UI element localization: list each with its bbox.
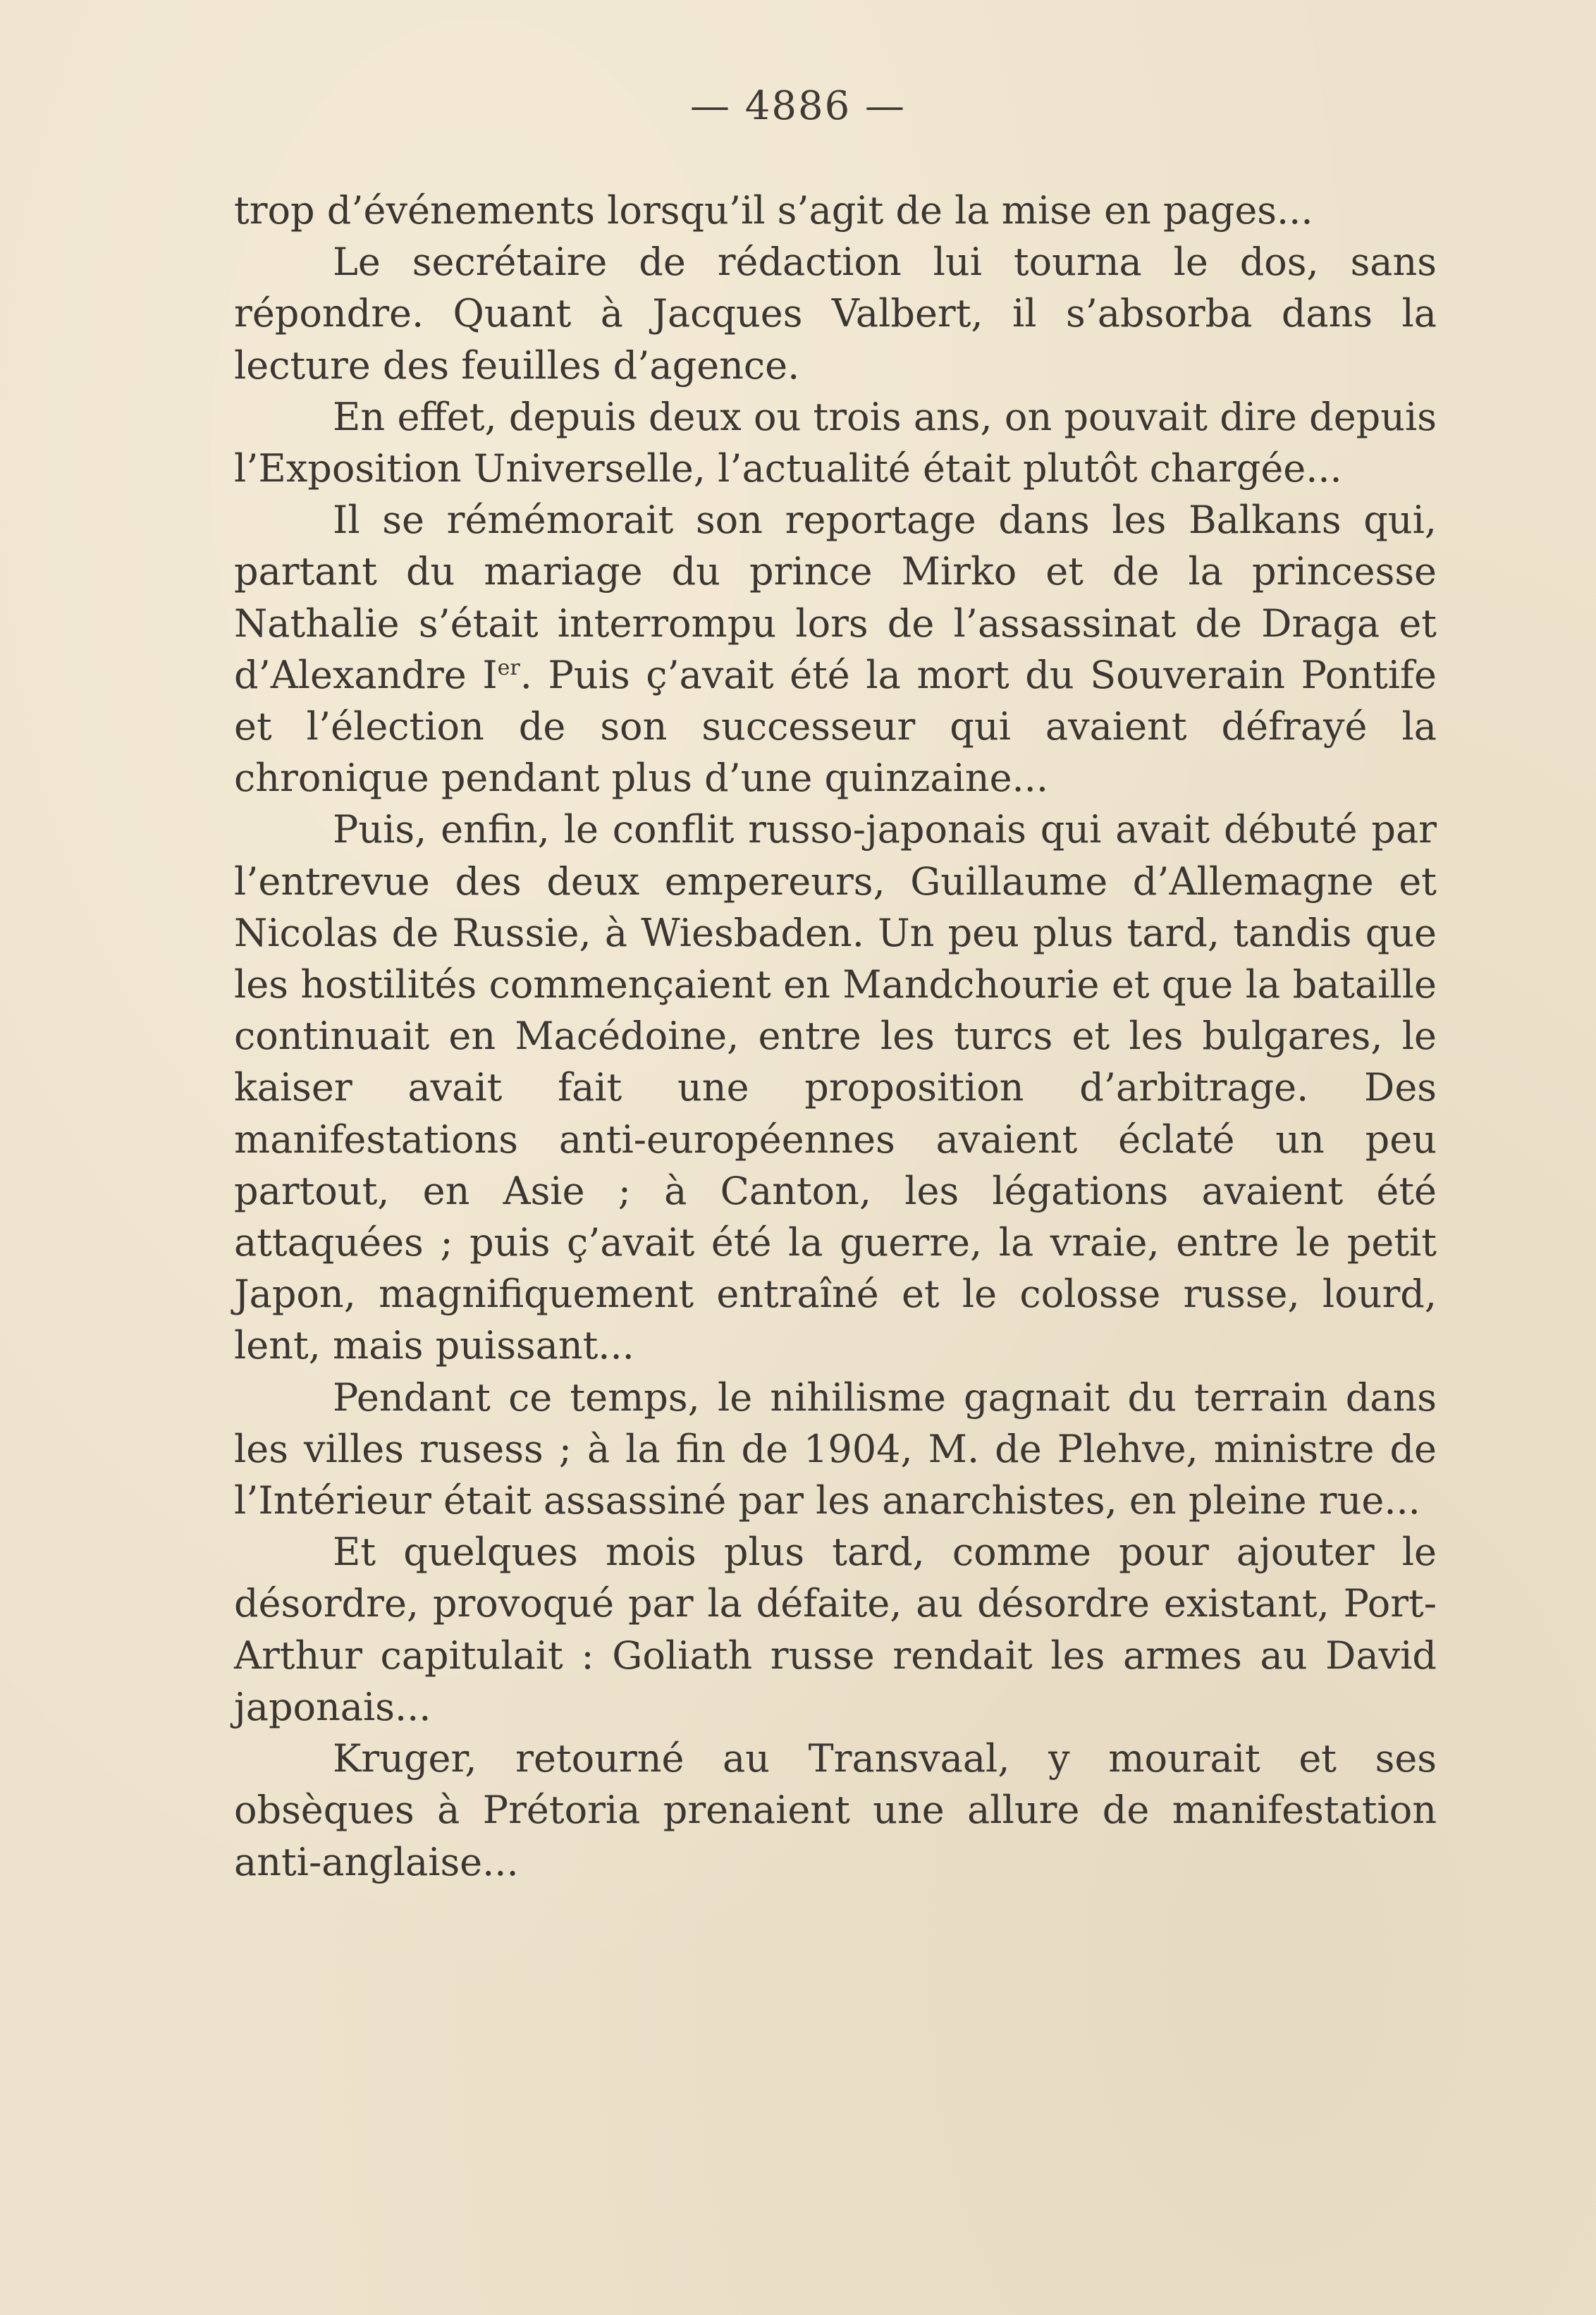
paragraph [234,494,1437,804]
paragraph: Pendant ce temps, le nihilisme gagnait du terrain dans les villes rusess ; à la fin de 1904, M. de Plehve, ministre de l’Intérieur était assassiné par les anarchistes, en pleine rue... [234,1375,1437,1523]
paragraph: Le secrétaire de rédaction lui tourna le dos, sans répondre. Quant à Jacques Valbert, il s’absorba dans la lecture des feuilles d’agence. [234,240,1437,388]
ordinal-superscript: er [497,655,520,680]
paragraph: Et quelques mois plus tard, comme pour ajouter le désordre, provoqué par la défaite, au désordre existant, Port-Arthur capitulait : Goliath russe rendait les armes au David japonais... [234,1530,1437,1729]
paragraph-continuation: trop d’événements lorsqu’il s’agit de la mise en pages... [234,188,1313,233]
paragraph: Puis, enfin, le conflit russo-japonais qui avait débuté par l’entrevue des deux empereurs, Guillaume d’Allemagne et Nicolas de Russie, à Wiesbaden. Un peu plus tard, tandis que les hostilités commençaient en Mandchourie et que la bataille continuait en Macédoine, entre les turcs et les bulgares, le kaiser avait fait une proposition d’arbitrage. Des manifestations anti-européennes avaient éclaté un peu partout, en Asie ; à Canton, les légations avaient été attaquées ; puis ç’avait été la guerre, la vraie, entre le petit Japon, magnifiquement entraîné et le colosse russe, lourd, lent, mais puissant... [234,807,1437,1368]
paragraph: En effet, depuis deux ou trois ans, on pouvait dire depuis l’Exposition Universelle, l’actualité était plutôt chargée... [234,394,1437,491]
paragraph-text: . Puis ç’avait été la mort du Souverain Pontife et l’élection de son successeur qui avaient défrayé la chronique pendant plus d’une quinzaine... [234,652,1437,801]
paragraph: Kruger, retourné au Transvaal, y mourait et ses obsèques à Prétoria prenaient une allure de manifestation anti-anglaise... [234,1736,1437,1884]
body-text [234,185,1437,1888]
page-number: — 4886 — [689,83,907,129]
paragraph-text: Il se rémémorait son reportage dans les Balkans qui, partant du mariage du prince Mirko et de la princesse Nathalie s’était interrompu lors de l’assassinat de Draga et d’Alexandre I [234,498,1437,697]
